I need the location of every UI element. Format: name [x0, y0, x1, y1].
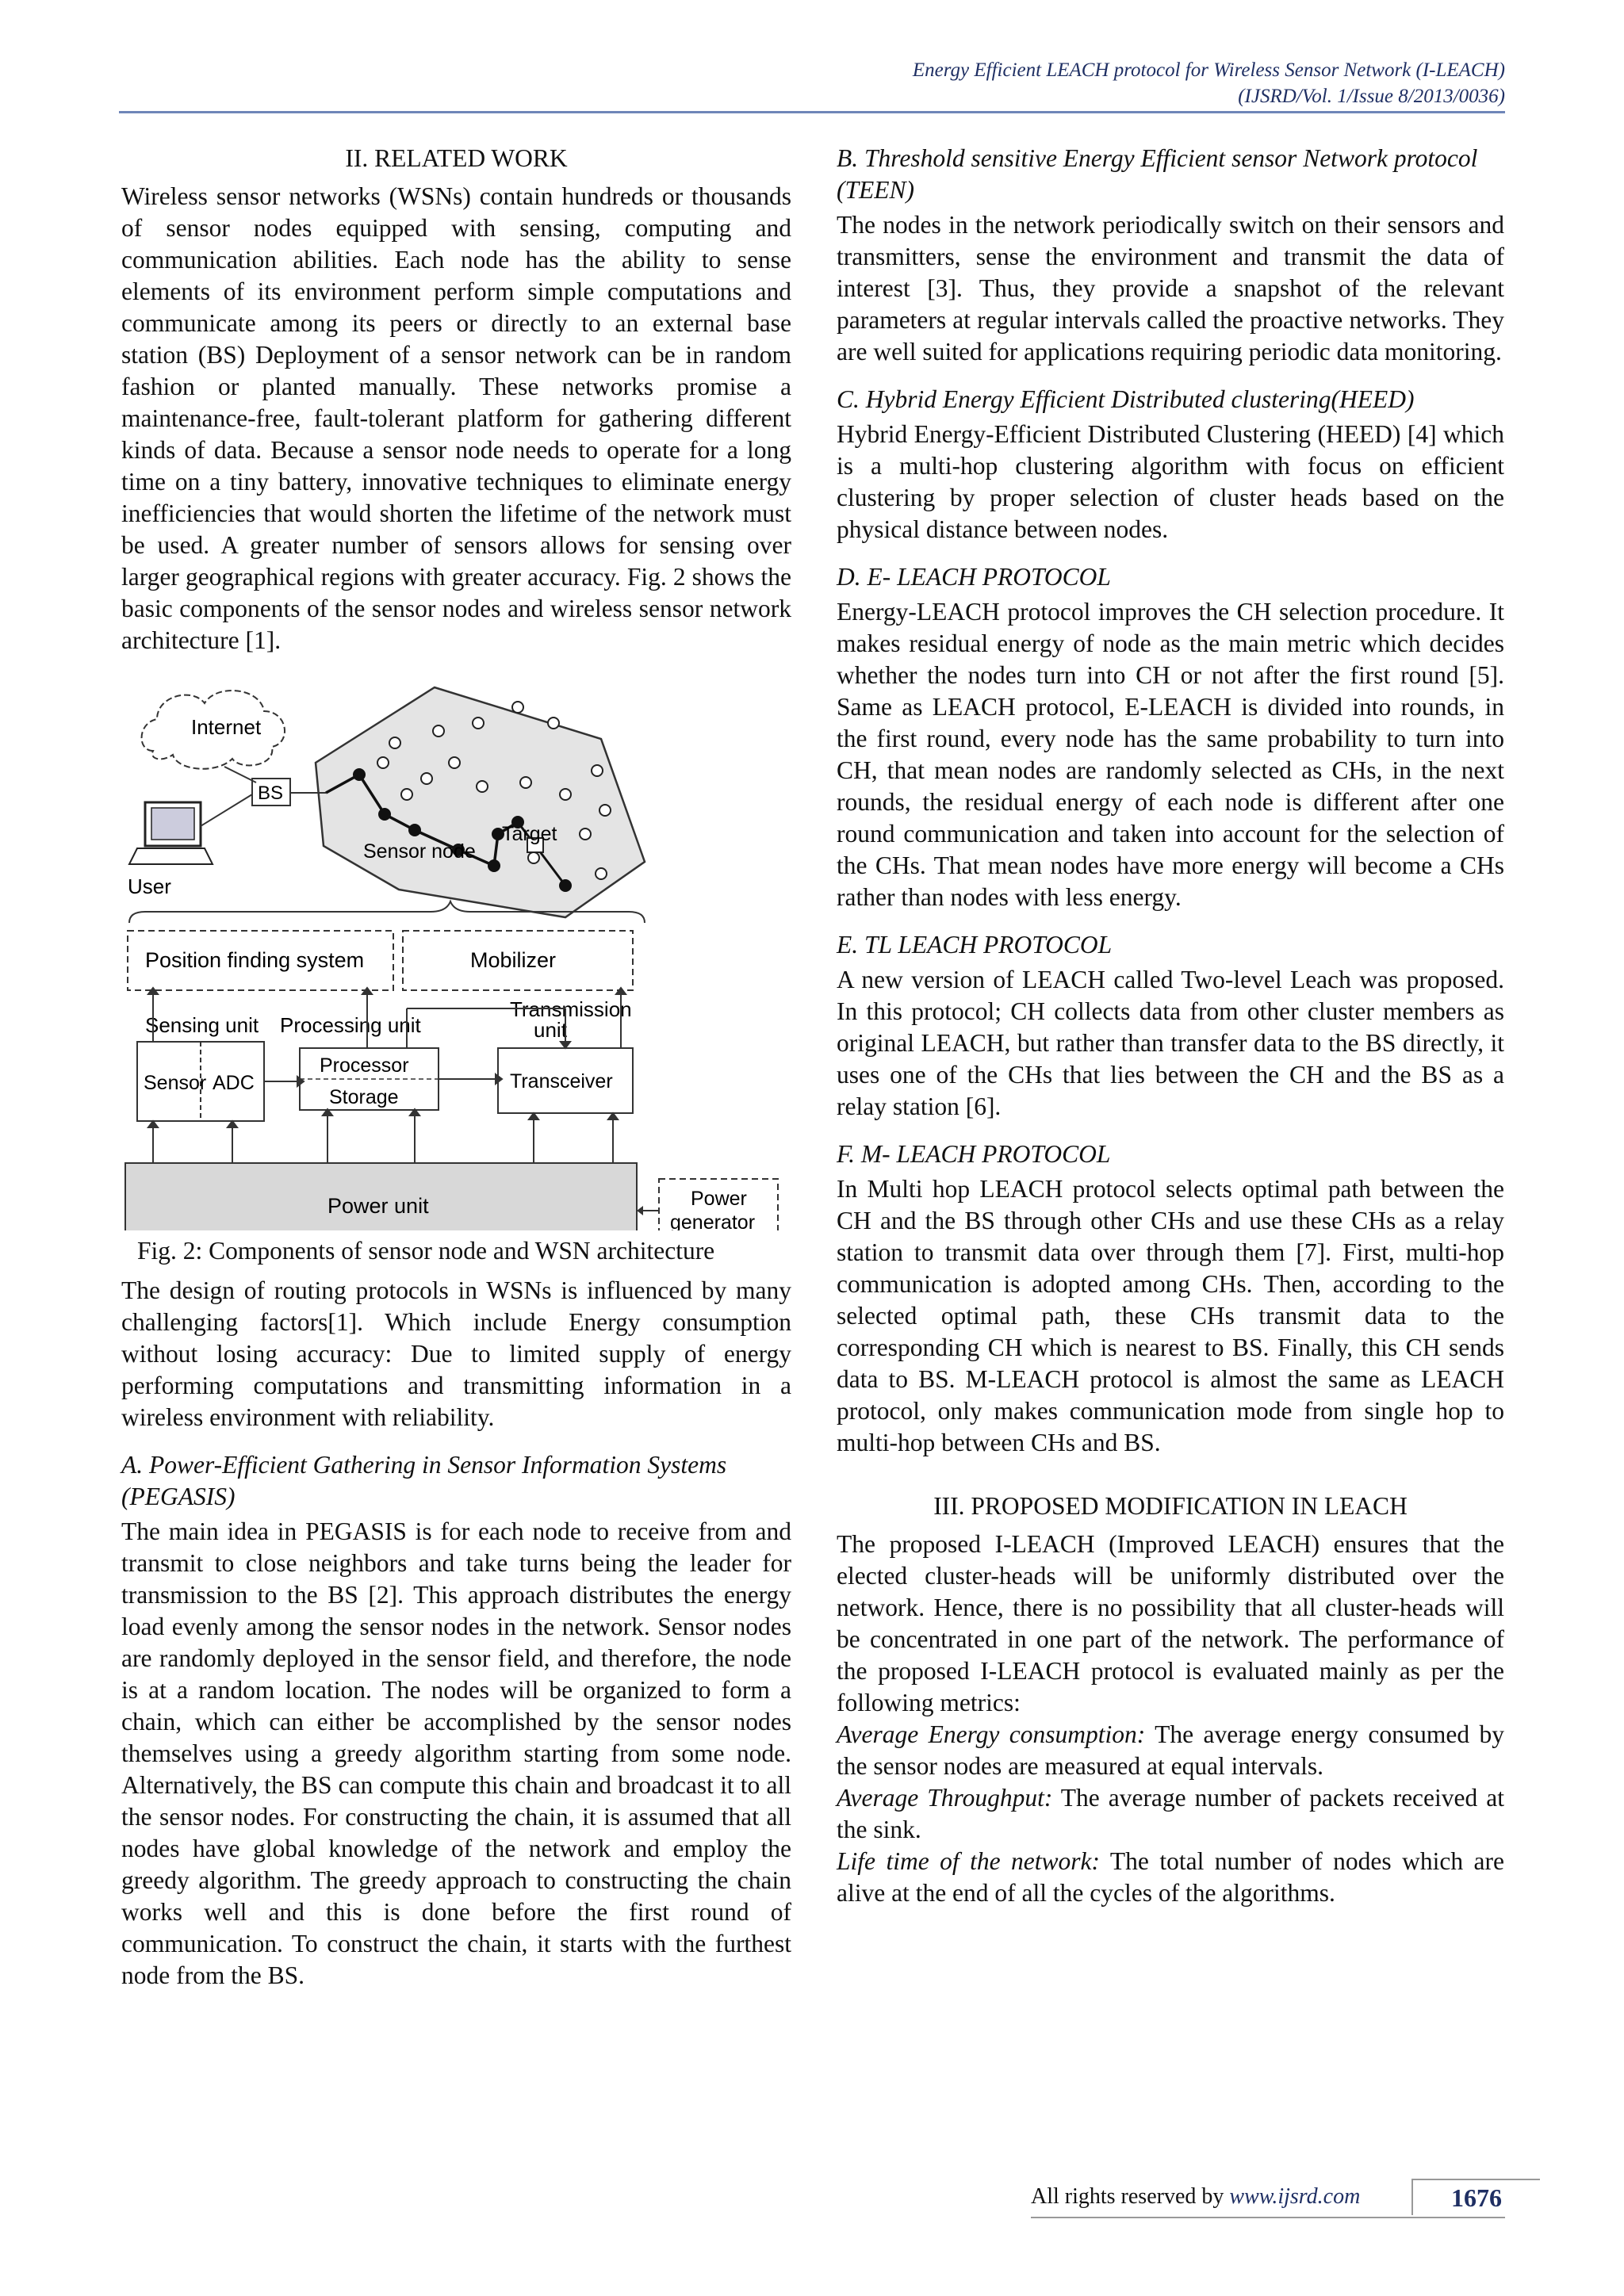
page-number: 1676: [1411, 2179, 1540, 2215]
transmission-unit-label-1: Transmission: [510, 997, 632, 1021]
metric-throughput: [837, 1782, 1504, 1846]
chain-node: [378, 808, 391, 821]
processor-label: Processor: [320, 1054, 409, 1077]
bs-label: BS: [258, 783, 284, 804]
sensing-unit-label: Sensing unit: [145, 1013, 259, 1037]
header-rule: [119, 111, 1505, 113]
subsection-f-body: In Multi hop LEACH protocol selects optimal path between the CH and the BS through other CHs and use these CHs as a relay station to transmit data over through them [7]. First, multi-hop communication is adopted among CHs. Then, according to the selected optimal path, these CHs transmit data to the corresponding CH which is nearest to BS. Finally, this CH sends data to BS. M-LEACH protocol is almost the same as LEACH protocol, only makes communication mode from single hop to multi-hop between CHs and BS.: [837, 1175, 1504, 1456]
storage-label: Storage: [329, 1086, 399, 1108]
subsection-a-title: A. Power-Efficient Gathering in Sensor Information Systems (PEGASIS): [121, 1451, 727, 1510]
chain-node: [408, 824, 421, 836]
footer-rule: [1031, 2217, 1505, 2218]
left-column: [121, 143, 791, 1992]
target-label: Target: [502, 823, 557, 845]
footer-rights: [1031, 2184, 1360, 2210]
footer-rights-text: All rights reserved by: [1031, 2184, 1230, 2209]
metric-throughput-label: Average Throughput:: [837, 1784, 1053, 1812]
subsection-f-title: F. M- LEACH PROTOCOL: [837, 1140, 1111, 1168]
figure-2-caption: Fig. 2: Components of sensor node and WSN architecture: [137, 1237, 715, 1265]
subsection-b-body: The nodes in the network periodically switch on their sensors and transmitters, sense the environment and transmit the data of interest [3]. Thus, they provide a snapshot of the relevant parameters at regular intervals called the proactive networks. They are well suited for applications requiring periodic data monitoring.: [837, 211, 1504, 365]
subsection-d-title: D. E- LEACH PROTOCOL: [837, 563, 1111, 591]
chain-node: [488, 859, 500, 872]
adc-label: ADC: [213, 1072, 255, 1094]
section-related-work-title: II. RELATED WORK: [345, 144, 568, 172]
user-computer-icon: [129, 802, 213, 864]
footer-site-link[interactable]: www.ijsrd.com: [1229, 2184, 1361, 2209]
running-header: [913, 57, 1505, 109]
subsection-a-body: The main idea in PEGASIS is for each node to receive from and transmit to close neighbors and take turns being the leader for transmission to the BS [2]. This approach distributes the energy load evenly among the sensor nodes in the network. Sensor nodes are randomly deployed in the sensor field, and therefore, the node is at a random location. The nodes will be organized to form a chain, which can either be accomplished by the sensor nodes themselves using a greedy algorithm starting from some node. Alternatively, the BS can compute this chain and broadcast it to all the sensor nodes. For constructing the chain, it is assumed that all nodes have global knowledge of the network and employ the greedy algorithm. The greedy approach to constructing the chain works well and this is done before the first round of communication. To construct the chain, it starts with the furthest node from the BS.: [121, 1517, 791, 1989]
section-proposed-title: III. PROPOSED MODIFICATION IN LEACH: [933, 1492, 1408, 1520]
user-label: User: [128, 874, 171, 898]
metric-lifetime-body: The total number of nodes which are alive at the end of all the cycles of the algorithms.: [837, 1847, 1504, 1907]
mobilizer-label: Mobilizer: [470, 948, 557, 972]
position-finding-label: Position finding system: [145, 948, 365, 972]
metric-lifetime: [837, 1846, 1504, 1909]
internet-label: Internet: [191, 715, 262, 739]
intro-paragraph: Wireless sensor networks (WSNs) contain hundreds or thousands of sensor nodes equipped with sensing, computing and communication abilities. Each node has the ability to sense elements of its environment perform simple computations and communicate among its peers or directly to an external base station (BS) Deployment of a sensor network can be in random fashion or planted manually. These networks promise a maintenance-free, fault-tolerant platform for gathering different kinds of data. Because a sensor node needs to operate for a long time on a tiny battery, innovative techniques to eliminate energy inefficiencies that would shorten the lifetime of the network must be used. A greater number of sensors allows for sensing over larger geographical regions with greater accuracy. Fig. 2 shows the basic components of the sensor nodes and wireless sensor network architecture [1].: [121, 182, 791, 654]
sensor-label: Sensor: [144, 1072, 207, 1094]
chain-node: [353, 768, 366, 781]
section-proposed-body: The proposed I-LEACH (Improved LEACH) ensures that the elected cluster-heads will be uniformly distributed over the network. Hence, there is no possibility that all cluster-heads will be concentrated in one part of the network. The performance of the proposed I-LEACH protocol is evaluated mainly as per the following metrics:: [837, 1530, 1504, 1716]
figure-2: [121, 675, 791, 1230]
right-column: [837, 143, 1504, 1909]
metric-lifetime-label: Life time of the network:: [837, 1847, 1101, 1875]
header-issue: (IJSRD/Vol. 1/Issue 8/2013/0036): [1238, 86, 1505, 107]
metric-energy: [837, 1719, 1504, 1782]
metric-energy-body: The average energy consumed by the sensor nodes are measured at equal intervals.: [837, 1720, 1504, 1780]
sensor-node-label: Sensor node: [363, 840, 476, 863]
metric-energy-label: Average Energy consumption:: [837, 1720, 1146, 1748]
power-unit-label: Power unit: [327, 1194, 429, 1218]
subsection-e-title: E. TL LEACH PROTOCOL: [837, 931, 1113, 959]
metric-throughput-body: The average number of packets received at the sink.: [837, 1784, 1504, 1843]
transmission-unit-label-2: unit: [534, 1018, 567, 1042]
subsection-b-title: B. Threshold sensitive Energy Efficient sensor Network protocol (TEEN): [837, 144, 1478, 204]
subsection-e-body: A new version of LEACH called Two-level Leach was proposed. In this protocol; CH collects data from other cluster members as original LEACH, but rather than transfer data to the BS directly, it uses one of the CHs that lies between the CH and the BS as a relay station [6].: [837, 966, 1504, 1120]
wsn-architecture-diagram: [121, 675, 791, 1230]
subsection-c-body: Hybrid Energy-Efficient Distributed Clustering (HEED) [4] which is a multi-hop clustering algorithm with focus on efficient clustering by proper selection of cluster heads based on the physical distance between nodes.: [837, 420, 1504, 543]
processing-unit-label: Processing unit: [280, 1013, 421, 1037]
subsection-c-title: C. Hybrid Energy Efficient Distributed clustering(HEED): [837, 385, 1415, 413]
design-paragraph: The design of routing protocols in WSNs is influenced by many challenging factors[1]. Which include Energy consumption without losing accuracy: Due to limited supply of energy performing computations and transmitting information in a wireless environment with reliability.: [121, 1276, 791, 1431]
power-generator-label-2: generator: [670, 1211, 756, 1230]
transceiver-label: Transceiver: [510, 1070, 613, 1093]
header-title: Energy Efficient LEACH protocol for Wireless Sensor Network (I-LEACH): [912, 59, 1505, 81]
subsection-d-body: Energy-LEACH protocol improves the CH selection procedure. It makes residual energy of node as the main metric which decides whether the nodes turn into CH or not after the first round [5]. Same as LEACH protocol, E-LEACH is divided into rounds, in the first round, every node has the same probability to turn into CH, that mean nodes are randomly selected as CHs, in the next rounds, the residual energy of each node is different after one round communication and taken into account for the selection of the CHs. That mean nodes have more energy will become a CHs rather than nodes with less energy.: [837, 598, 1504, 911]
power-generator-label-1: Power: [691, 1188, 747, 1210]
